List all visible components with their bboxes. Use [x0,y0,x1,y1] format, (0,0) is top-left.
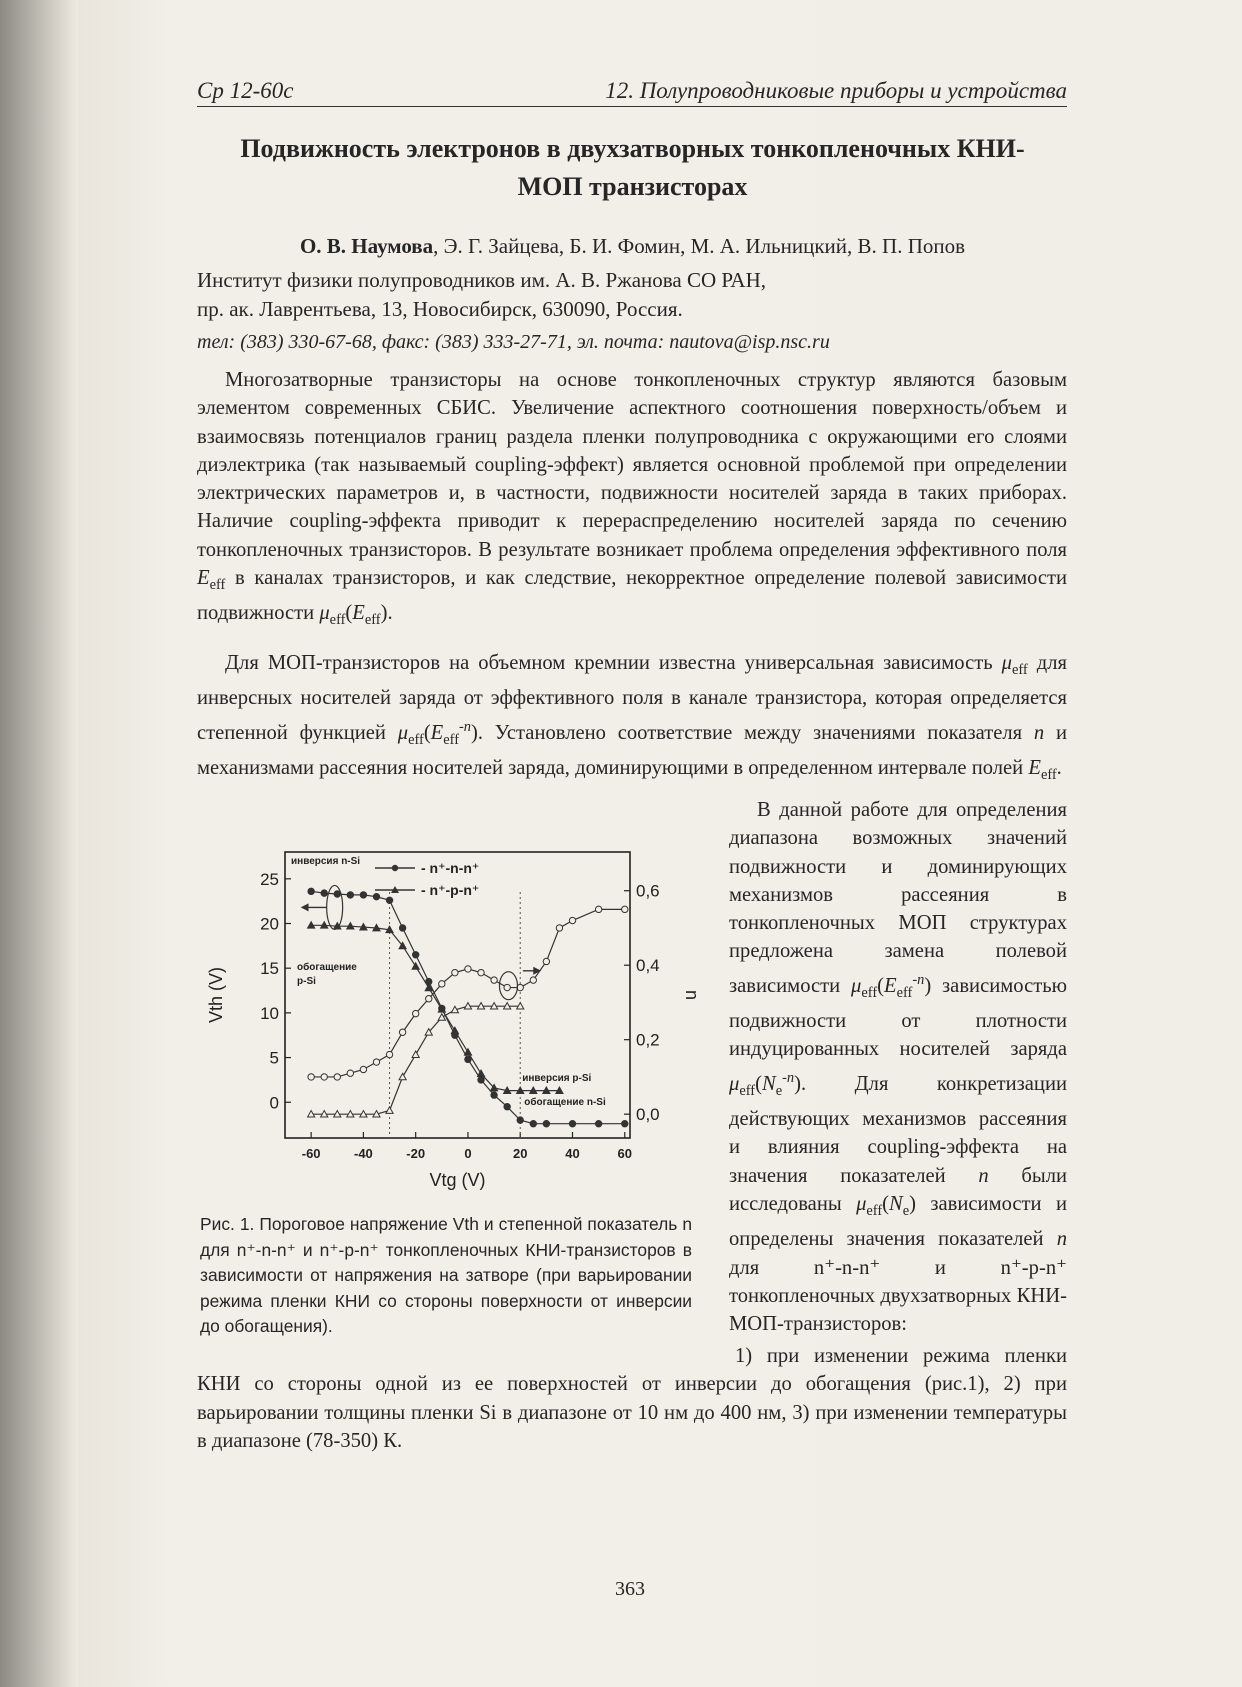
annotation-label: p-Si [297,976,316,987]
data-point [478,969,484,975]
para3-text-h: тонкопленочных двухзатворных КНИ-МОП-транзисторов: [729,1284,1067,1336]
data-point [491,1092,497,1098]
sym-paren: ( [882,1192,889,1215]
x-tick-label: -40 [354,1146,373,1161]
annotation-label: обогащение n-Si [524,1096,606,1108]
institution-line-1: Институт физики полупроводников им. А. В. Ржанова СО РАН, [197,268,766,292]
data-point [399,1029,405,1035]
sym-paren: ) [794,1072,801,1095]
x-tick-label: -60 [301,1146,321,1161]
sym-n: n [1056,1228,1067,1251]
sym-paren: ( [423,721,431,744]
page-number: 363 [615,1578,645,1600]
sym-paren: ( [755,1072,762,1095]
sym-npn: n⁺-n-n⁺ [813,1256,881,1279]
para2-text-b: для инверсных носителей заряда от эффективного поля в канале транзистора, которая определяется степенной функцией [197,652,1067,744]
para2-text-c: . Установлено соответствие между значениями показателя [477,721,1034,744]
annotation-label: инверсия n-Si [291,856,361,867]
book-spine-shadow [0,0,78,1687]
para2-text-d: и механизмами рассеяния носителей заряда, доминирующими в определенном интервале полей [197,721,1067,779]
header-section-title: 12. Полупроводниковые приборы и устройства [605,78,1067,103]
data-point [347,892,353,898]
sym-minus-n: -n [912,971,925,988]
y-tick-label: 15 [260,959,279,979]
lead-author: О. В. Наумова [299,234,434,258]
data-point [452,969,458,975]
y2-tick-label: 0,2 [636,1030,660,1050]
data-point [373,893,379,899]
y-tick-label: 0 [269,1093,279,1113]
sym-N: N [889,1192,903,1215]
data-point [530,1121,536,1127]
sym-eff: eff [364,612,381,629]
sym-mu: μ [851,974,862,997]
data-point [308,1074,314,1080]
para1-text-b: в каналах транзисторов, и как следствие, некорректное определение полевой зависимости подвижности [197,567,1067,625]
x-tick-label: -20 [406,1146,426,1161]
y2-tick-label: 0,0 [636,1105,660,1125]
sym-eff: eff [896,984,913,1001]
data-point [321,890,327,896]
sym-eff: eff [1012,662,1028,679]
data-point [622,906,628,912]
sym-E: E [352,602,365,625]
y-tick-label: 5 [269,1048,279,1068]
sym-mu: μ [397,721,409,744]
co-authors: , Э. Г. Зайцева, Б. И. Фомин, М. А. Ильницкий, В. П. Попов [433,234,966,258]
sym-E: E [197,567,210,590]
figure-1-chart [200,830,720,1210]
header-section-code: Ср 12-60с [197,78,294,103]
y-tick-label: 25 [260,869,279,889]
data-point [517,1117,523,1123]
y2-axis-label: n [682,989,702,1001]
paragraph-3 [729,796,1067,1338]
sym-E: E [883,974,897,997]
data-point [412,952,418,958]
y-axis-label: Vth (V) [206,966,226,1024]
data-point [595,1121,601,1127]
para3-text-a: В данной работе для определения диапазона возможных значений подвижности и доминирующих механизмов рассеяния в тонкопленочных МОП структурах предложена замена полевой зависимости [729,799,1067,997]
x-tick-label: 20 [512,1146,528,1161]
x-tick-label: 0 [464,1146,472,1161]
figure-caption: Рис. 1. Пороговое напряжение Vth и степенной показатель n для n⁺-n-n⁺ и n⁺-p-n⁺ тонкопленочных КНИ-транзисторов в зависимости от напряжения на затворе (при варьировании режима пленки КНИ со стороны поверхности от инверсии до обогащения). [200,1214,692,1336]
para3-text-e: зависимости и определены значения показателей [729,1192,1067,1251]
paragraph-2 [197,649,1067,789]
sym-e: e [775,1082,783,1099]
title-line-2: МОП транзисторах [517,172,748,201]
data-point [622,1121,628,1127]
data-point [530,977,536,983]
sym-eff: eff [739,1082,756,1099]
sym-minus-n: -n [459,718,472,735]
data-point [569,1121,575,1127]
data-point [308,888,314,894]
sym-paren: ). [380,602,393,625]
data-point [386,1051,392,1057]
data-point [347,1070,353,1076]
y-tick-label: 20 [260,914,279,934]
data-point [439,981,445,987]
sym-eff: eff [443,731,459,748]
sym-paren: ) [471,721,478,744]
y-tick-label: 10 [260,1003,279,1023]
para3-text-f: для [729,1256,814,1279]
arrow-head [301,903,309,911]
data-point [477,1070,484,1076]
sym-N: N [761,1072,776,1095]
legend-marker [392,865,398,871]
sym-mu: μ [856,1192,867,1215]
side-column-text [729,796,1067,1338]
sym-eff: eff [408,731,424,748]
sym-npp: n⁺-p-n⁺ [1000,1256,1067,1279]
data-point [426,996,432,1002]
x-tick-label: 40 [565,1146,580,1161]
paragraph-1 [197,366,1067,635]
sym-mu: μ [729,1072,740,1095]
running-header [197,76,1067,107]
para3-text-b: зависимостью подвижности от плотности индуцированных носителей заряда [729,974,1067,1061]
data-point [478,1077,484,1083]
legend-label: - n⁺-n-n⁺ [421,860,480,876]
data-point [360,1066,366,1072]
sym-n: n [978,1164,989,1187]
data-point [399,925,405,931]
x-axis-label: Vtg (V) [429,1170,486,1190]
data-point [386,897,392,903]
para3-text-d: были исследованы [729,1164,1067,1215]
data-point [412,963,419,969]
series-line [311,1006,520,1114]
legend-label: - n⁺-p-n⁺ [421,882,480,898]
data-point [491,977,497,983]
data-point [464,1049,471,1055]
data-point [399,1073,406,1079]
contact-info: тел: (383) 330-67-68, факс: (383) 333-27-71, эл. почта: nautova@isp.nsc.ru [197,331,830,353]
sym-mu: μ [319,602,330,625]
sym-e: e [902,1202,910,1219]
annotation-label: обогащение [297,962,357,973]
annotation-label: инверсия p-Si [522,1072,592,1084]
sym-paren: ) [924,974,932,997]
sym-eff: eff [1040,767,1057,784]
data-point [504,984,510,990]
data-point [386,1107,393,1113]
paragraph-4 [197,1342,1067,1455]
sym-paren: ( [345,602,353,625]
para1-text-a: Многозатворные транзисторы на основе тонкопленочных структур являются базовым элементом современных СБИС. Увеличение аспектного соотношения поверхность/объем и взаимосвязь потенциалов границ раздела пленки полупроводника с окружающими его слоями диэлектрика (так называемый coupling-эффект) является основной проблемой при определении электрических параметров и, в частности, подвижности носителей заряда в таких приборах. Наличие coupling-эффекта приводит к перераспределению носителей заряда по сечению тонкопленочных транзисторов. В результате возникает проблема определения эффективного поля [197,369,1067,561]
sym-eff: eff [329,612,346,629]
sym-eff: eff [866,1202,883,1219]
para3-text-c: . Для конкретизации действующих механизмов рассеяния и влияния coupling-эффекта на значения показателей [729,1072,1067,1187]
data-point [569,917,575,923]
sym-E: E [430,721,444,744]
sym-paren: ) [909,1192,917,1215]
sym-mu: μ [1001,652,1012,674]
data-point [321,1074,327,1080]
sym-E: E [1028,756,1041,779]
y2-tick-label: 0,4 [636,956,660,976]
data-point [373,1059,379,1065]
x-tick-label: 60 [617,1146,633,1161]
sym-dot: . [1056,756,1062,779]
data-point [595,906,601,912]
para3-text-g: и [880,1256,1001,1279]
data-point [334,1074,340,1080]
para2-text-a: Для МОП-транзисторов на объемном кремнии известна универсальная зависимость [225,652,1002,674]
authors [190,234,1075,259]
sym-eff: eff [861,984,878,1001]
data-point [543,1121,549,1127]
sym-minus-n: -n [782,1069,795,1086]
sym-eff: eff [209,577,226,594]
para4-text: 1) при изменении режима пленки КНИ со стороны одной из ее поверхностей от инверсии до обогащения (рис.1), 2) при варьировании толщины пленки Si в диапазоне от 10 нм до 400 нм, 3) при изменении температуры в диапазоне (78-350) К. [197,1345,1067,1452]
data-point [465,966,471,972]
data-point [556,925,562,931]
data-point [334,891,340,897]
data-point [504,1104,510,1110]
data-point [465,1056,471,1062]
paper-title [190,130,1075,206]
data-point [412,1010,418,1016]
sym-n: n [1033,721,1045,744]
y2-tick-label: 0,6 [636,881,660,901]
data-point [412,1051,419,1057]
institution-line-2: пр. ак. Лаврентьева, 13, Новосибирск, 630090, Россия. [197,297,683,321]
data-point [543,958,549,964]
data-point [360,892,366,898]
title-line-1: Подвижность электронов в двухзатворных тонкопленочных КНИ- [240,134,1025,163]
sym-paren: ( [877,974,884,997]
